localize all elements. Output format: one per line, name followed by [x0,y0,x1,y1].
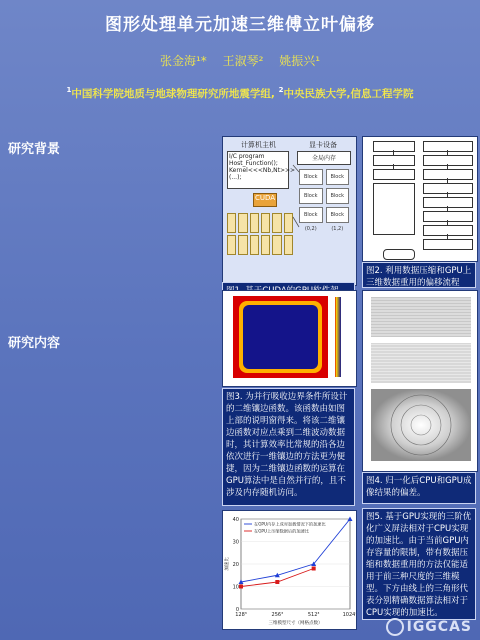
fig1-connector-lines [223,137,356,257]
fig4-caption: 图4. 归一化后CPU和GPU成像结果的偏差。 [362,472,476,504]
author-2: 王淑琴² [222,54,264,68]
chart-x-axis-label: 三维模型尺寸（网格点数） [268,621,323,626]
fig3-taper-function [222,290,357,387]
author-3: 姚振兴¹ [279,54,321,68]
fig5-caption: 图5. 基于GPU实现的三阶优化广义屏法相对于CPU实现的加速比。由于当前GPU内存容量的限制，带有数据压缩和数据重用的方法仅能适用于前三种尺度的三维模型。下方由线上的三角形代表分别精确数据算法相对于CPU实现的加速比。 [362,508,476,620]
fig3-heatmap [223,291,356,386]
chart-y-tick-label: 40 [232,517,239,523]
fig2-flowchart [362,136,478,262]
background-heading: 研究背景 [8,142,61,157]
logo-ring-icon [386,618,404,636]
fig1-global-memory: 全局内存 [297,151,351,165]
fig2-caption: 图2. 利用数据压缩和GPU上三维数据重用的偏移流程 [362,262,476,288]
affiliations: $^1$中国科学院地质与地球物理研究所地震学组, $^2$中央民族大学,信息工程学院 [66,86,414,100]
fig1-host-box: I/C program Host_Function(); Kernel<<<Nb,Nt>>>(...); [227,151,289,189]
fig5-chart-svg [223,511,356,629]
fig4-panels [363,291,477,471]
chart-point [239,585,243,589]
author-1: 张金海¹* [159,54,207,68]
chart-legend-label: 在GPU内存上成对加载情况下的加速比 [254,521,326,527]
chart-y-tick-label: 30 [232,539,239,546]
poster-title: 图形处理单元加速三维傅立叶偏移 [105,15,375,35]
fig1-blocks: Block Block Block Block Block (0,2) Block (1,2) [299,169,349,223]
chart-point [275,580,279,584]
chart-x-tick-label: 1024³ [342,612,356,618]
chart-x-tick-label: 512³ [307,612,320,618]
fig1-cuda-architecture: 计算机主机 显卡设备 I/C program Host_Function(); Kernel<<<Nb,Nt>>>(...); CUDA 全局内存 Block Block Block Block Block (0,2) Block (1,2) [222,136,357,286]
chart-x-tick-label: 256³ [271,612,284,618]
chart-point [312,567,316,571]
content-heading: 研究内容 [8,336,61,351]
fig1-cuda-arrow: CUDA [253,193,277,207]
chart-y-tick-label: 10 [232,584,239,591]
chart-y-tick-label: 20 [232,562,239,568]
chart-x-tick-label: 128³ [235,612,247,618]
institute-logo: IGGCAS [386,618,472,636]
fig5-speedup-chart [222,510,357,630]
chart-legend-label: 在GPU上压缩数据后的加速比 [254,528,309,534]
fig3-caption: 图3. 为并行吸收边界条件所设计的二维镶边函数。该函数由如图上部的说明窗得来。将该二维镶边函数对应点乘到二维波动数据时，其计算效率比常规的沿各边依次进行一维镶边的方法更为便捷，因为二维镶边函数的运算在GPU算法中是自然并行的，且不涉及内存随机访问。 [222,388,355,506]
chart-y-axis-label: 加速比 [225,557,230,571]
chart-y-tick-label: 0 [235,607,239,613]
fig4-imaging-results [362,290,478,472]
authors-line [0,52,480,69]
